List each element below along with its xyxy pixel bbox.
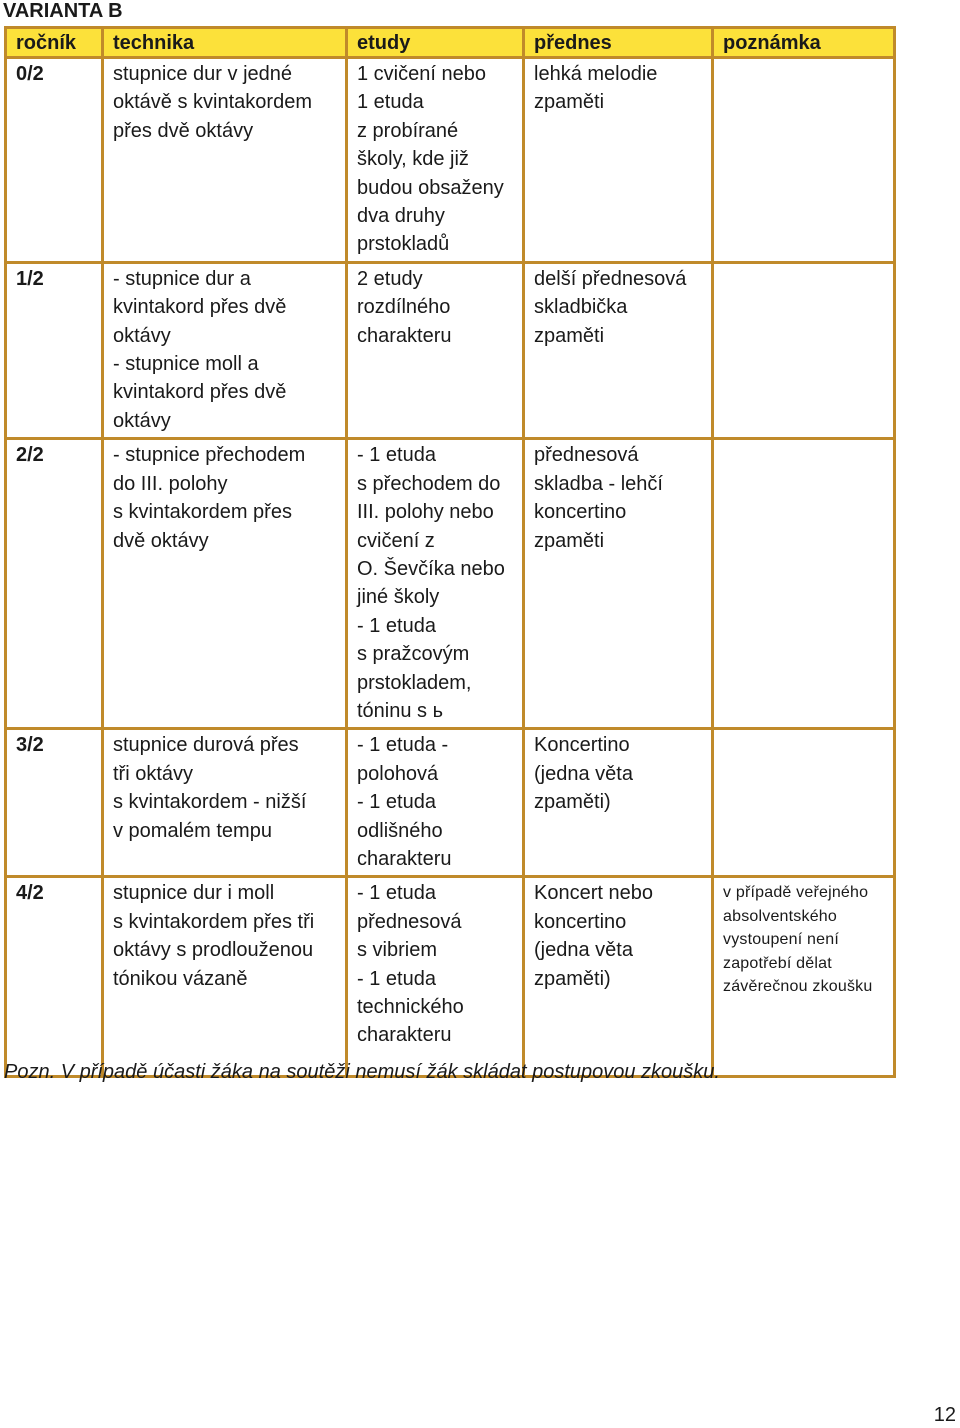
column-header-prednes: přednes: [524, 28, 713, 58]
table-row: [6, 262, 895, 438]
cell-prednes: Koncertino (jedna věta zpaměti): [524, 729, 713, 877]
column-header-etudy: etudy: [347, 28, 524, 58]
column-header-poznamka: poznámka: [713, 28, 895, 58]
cell-etudy: 2 etudy rozdílného charakteru: [347, 262, 524, 438]
cell-technika: - stupnice dur a kvintakord přes dvě oktávy - stupnice moll a kvintakord přes dvě oktávy: [103, 262, 347, 438]
table-header-row: [6, 28, 895, 58]
table-row: [6, 439, 895, 729]
cell-grade: 3/2: [6, 729, 103, 877]
cell-technika: - stupnice přechodem do III. polohy s kvintakordem přes dvě oktávy: [103, 439, 347, 729]
page-number: 12: [933, 1404, 956, 1426]
cell-etudy: 1 cvičení nebo 1 etuda z probírané školy, kde již budou obsaženy dva druhy prstokladů: [347, 58, 524, 263]
cell-technika: stupnice dur i moll s kvintakordem přes tři oktávy s prodlouženou tónikou vázaně: [103, 877, 347, 1077]
table-row: [6, 729, 895, 877]
cell-prednes: přednesová skladba - lehčí koncertino zpaměti: [524, 439, 713, 729]
cell-etudy: - 1 etuda - polohová - 1 etuda odlišného charakteru: [347, 729, 524, 877]
cell-poznamka: [713, 729, 895, 877]
cell-prednes: Koncert nebo koncertino (jedna věta zpaměti): [524, 877, 713, 1077]
column-header-rocnik: ročník: [6, 28, 103, 58]
cell-grade: 0/2: [6, 58, 103, 263]
curriculum-table: [4, 26, 896, 1078]
cell-poznamka: [713, 58, 895, 263]
cell-poznamka: [713, 262, 895, 438]
cell-poznamka: [713, 439, 895, 729]
cell-technika: stupnice dur v jedné oktávě s kvintakordem přes dvě oktávy: [103, 58, 347, 263]
cell-grade: 1/2: [6, 262, 103, 438]
cell-poznamka: v případě veřejného absolventského vystoupení není zapotřebí dělat závěrečnou zkoušku: [713, 877, 895, 1077]
table-row: [6, 58, 895, 263]
column-header-technika: technika: [103, 28, 347, 58]
cell-etudy: - 1 etuda přednesová s vibriem - 1 etuda technického charakteru: [347, 877, 524, 1077]
cell-prednes: delší přednesová skladbička zpaměti: [524, 262, 713, 438]
cell-prednes: lehká melodie zpaměti: [524, 58, 713, 263]
footnote: Pozn. V případě účasti žáka na soutěži nemusí žák skládat postupovou zkoušku.: [4, 1061, 720, 1083]
cell-etudy: - 1 etuda s přechodem do III. polohy nebo cvičení z O. Ševčíka nebo jiné školy - 1 etuda s pražcovým prstokladem, tóninu s ь: [347, 439, 524, 729]
table-row: [6, 877, 895, 1077]
cell-grade: 2/2: [6, 439, 103, 729]
cell-grade: 4/2: [6, 877, 103, 1077]
variant-title: VARIANTA B: [3, 0, 123, 22]
cell-technika: stupnice durová přes tři oktávy s kvintakordem - nižší v pomalém tempu: [103, 729, 347, 877]
